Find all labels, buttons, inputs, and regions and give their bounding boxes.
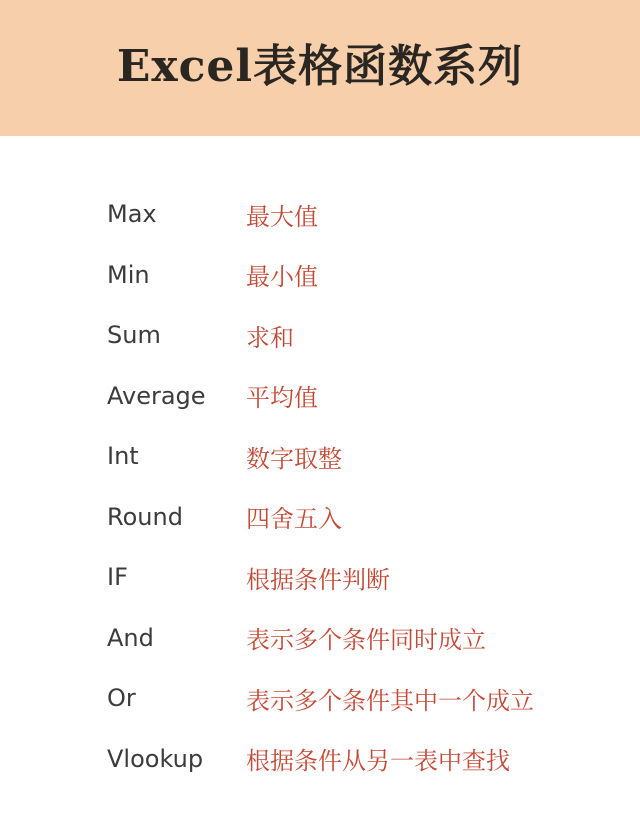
- function-name: Int: [107, 442, 139, 471]
- function-description: 表示多个条件同时成立: [246, 626, 486, 655]
- list-item: [107, 366, 627, 427]
- function-name: Or: [107, 684, 136, 713]
- function-name: Vlookup: [107, 744, 204, 773]
- list-item: [107, 184, 627, 245]
- function-name: IF: [107, 563, 128, 592]
- list-item: [107, 245, 627, 306]
- function-description: 四舍五入: [246, 505, 342, 534]
- function-description: 平均值: [246, 384, 318, 413]
- function-name: Average: [107, 381, 206, 410]
- function-name: And: [107, 623, 154, 652]
- function-description: 表示多个条件其中一个成立: [246, 686, 534, 715]
- list-item: [107, 547, 627, 608]
- function-name: Round: [107, 502, 183, 531]
- function-name: Sum: [107, 321, 161, 350]
- function-description: 根据条件从另一表中查找: [246, 747, 510, 776]
- list-item: [107, 668, 627, 729]
- function-name: Max: [107, 200, 157, 229]
- list-item: [107, 426, 627, 487]
- header-banner: [0, 0, 640, 136]
- function-name: Min: [107, 260, 150, 289]
- list-item: [107, 487, 627, 548]
- function-description: 最小值: [246, 263, 318, 292]
- page-title: Excel表格函数系列: [116, 41, 524, 92]
- function-description: 最大值: [246, 202, 318, 231]
- function-description: 数字取整: [246, 444, 342, 473]
- function-list: [107, 184, 627, 789]
- list-item: [107, 608, 627, 669]
- function-description: 求和: [246, 323, 294, 352]
- list-item: [107, 305, 627, 366]
- list-item: [107, 729, 627, 790]
- function-description: 根据条件判断: [246, 565, 390, 594]
